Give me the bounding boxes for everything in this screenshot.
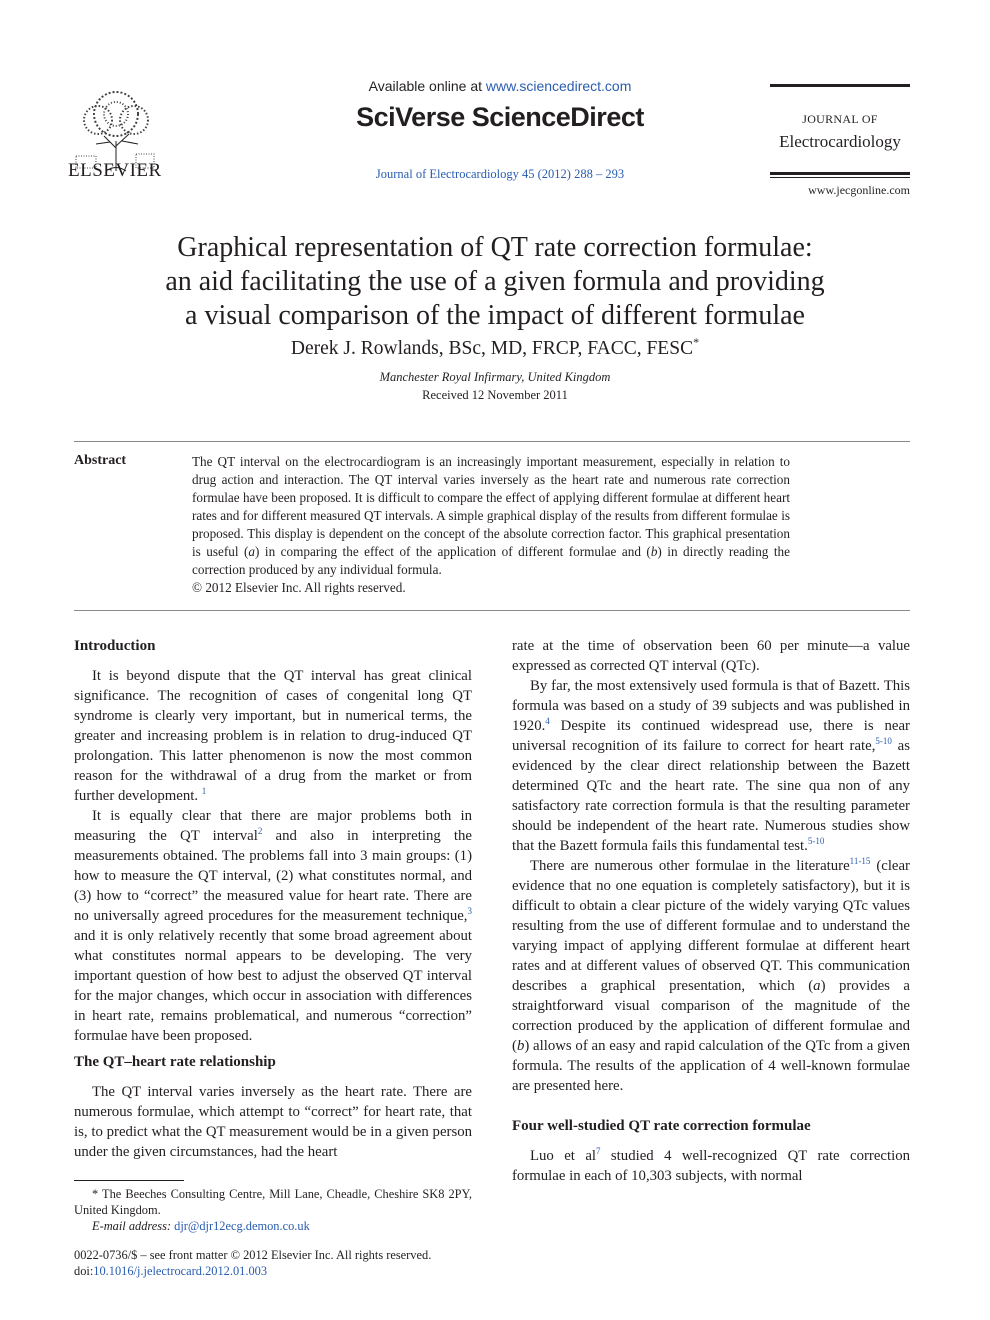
abstract-body (192, 453, 790, 597)
paragraph: rate at the time of observation been 60 per minute—a value expressed as corrected QT interval (QTc). (512, 638, 910, 674)
journal-box-rule-bottom-thin (770, 177, 910, 178)
reference-link[interactable]: 7 (596, 1146, 601, 1156)
author-footnote-mark[interactable]: * (693, 335, 700, 349)
paragraph-text: (clear evidence that no one equation is completely satisfactory), but it is difficult to obtain a clear picture of the widely varying QTc values resulting from the use of different formulae and to understand the varying impact of applying different formulae at different heart rates and at different values of observed QT. This communication describes a graphical presentation, which ( (512, 858, 910, 994)
journal-box-rule-top (770, 84, 910, 87)
abstract-text: The QT interval on the electrocardiogram is an increasingly important measurement, especially in relation to drug action and interaction. The QT interval varies inversely as the heart rate and numerous rate correction formulae have been proposed. It is difficult to compare the effect of applying different formulae at different heart rates and for different measured QT intervals. A simple graphical display of the results from different formulae is proposed. This display is dependent on the concept of the absolute correction factor. This graphical presentation is useful ( (192, 454, 790, 559)
section-heading-introduction: Introduction (74, 638, 156, 654)
section-heading-four-formulae: Four well-studied QT rate correction formulae (512, 1118, 811, 1134)
publisher-wordmark: ELSEVIER (68, 160, 162, 181)
title-line: Graphical representation of QT rate correction formulae: (177, 232, 813, 263)
affiliation: Manchester Royal Infirmary, United Kingdom (379, 370, 611, 384)
sciencedirect-link[interactable]: www.sciencedirect.com (485, 78, 632, 94)
abstract-heading: Abstract (74, 453, 127, 468)
paragraph-text: studied 4 well-recognized QT rate correction formulae in each of 10,303 subjects, with normal (512, 1148, 911, 1184)
corresponding-footnote (74, 1186, 472, 1234)
paragraph (512, 1146, 910, 1186)
reference-link[interactable]: 4 (545, 716, 550, 726)
paragraph (74, 806, 472, 1046)
footnote-rule (74, 1180, 184, 1181)
left-column (74, 636, 472, 1162)
corresponding-address: * The Beeches Consulting Centre, Mill Lane, Cheadle, Cheshire SK8 2PY, United Kingdom. (74, 1187, 472, 1217)
email-label: E-mail address: (92, 1219, 175, 1233)
journal-reference-link[interactable]: Journal of Electrocardiology 45 (2012) 288 – 293 (375, 167, 625, 181)
reference-link[interactable]: 1 (201, 786, 207, 796)
paragraph (74, 666, 472, 806)
paragraph-text: Despite its continued widespread use, there is near universal recognition of its failure to correct for heart rate, (512, 718, 910, 754)
paragraph: The QT interval varies inversely as the heart rate. There are numerous formulae, which attempt to “correct” for heart rate, that is, to predict what the QT measurement would be in a given person under the given circumstances, had the heart (74, 1084, 472, 1160)
paragraph-text: ) allows of an easy and rapid calculation of the QTc from a given formula. The results of the application of 4 well-known formulae are presented here. (512, 1038, 910, 1094)
reference-link[interactable]: 11-15 (849, 856, 871, 866)
journal-name-line2: Electrocardiology (779, 132, 901, 151)
right-column (512, 636, 910, 1186)
reference-link[interactable]: 3 (467, 906, 472, 916)
abstract-item-b: b (650, 544, 658, 559)
doi-label: doi: (74, 1264, 94, 1278)
paragraph-text: By far, the most extensively used formula is that of Bazett. This formula was based on a study of 39 subjects and was published in 1920. (512, 678, 910, 734)
platform-wordmark: SciVerse ScienceDirect (356, 102, 644, 132)
abstract-rule-bottom (74, 610, 910, 611)
paragraph-text: There are numerous other formulae in the literature (530, 858, 850, 874)
author-line (80, 335, 910, 360)
journal-name-line1: JOURNAL OF (802, 112, 878, 126)
abstract-item-a: a (248, 544, 256, 559)
article-title (80, 231, 910, 333)
paragraph-text: as evidenced by the clear direct relationship between the Bazett determined QTc and the heart rate. The sine qua non of any satisfactory rate correction formula is that the resulting parameter should be independent of the heart rate. Numerous studies show that the Bazett formula fails this fundamental test. (512, 738, 910, 854)
paragraph-text: and also in interpreting the measurements obtained. The problems fall into 3 main groups: (1) how to measure the QT interval, (2) what constitutes normal, and (3) how to “correct” the measured value for heart rate. There are no universally agreed procedures for the measurement technique, (74, 828, 472, 924)
available-online-line (300, 78, 700, 94)
abstract-text: ) in directly reading the correction produced by any individual formula. (192, 544, 790, 577)
list-letter: a (813, 978, 821, 994)
reference-link[interactable]: 5-10 (875, 736, 892, 746)
section-heading-qt-heart-rate: The QT–heart rate relationship (74, 1054, 276, 1070)
abstract-copyright: © 2012 Elsevier Inc. All rights reserved. (192, 580, 406, 595)
front-matter (74, 1247, 472, 1279)
paragraph-text: and it is only relatively recently that some broad agreement about what constitutes normal appears to be developing. The very important question of how best to adjust the observed QT interval for the major changes, which occur in association with differences in heart rate, remains problematical, and numerous “correction” formulae have been proposed. (74, 928, 472, 1044)
author-name: Derek J. Rowlands, BSc, MD, FRCP, FACC, FESC (290, 338, 694, 359)
reference-link[interactable]: 2 (257, 826, 263, 836)
abstract-rule-top (74, 441, 910, 442)
received-date: Received 12 November 2011 (422, 388, 568, 402)
title-line: a visual comparison of the impact of different formulae (185, 300, 805, 331)
reference-link[interactable]: 5-10 (807, 836, 825, 846)
paragraph-text: It is beyond dispute that the QT interval has great clinical significance. The recognition of cases of congenital long QT syndrome is clearly very important, but in numerical terms, the greater and increasing problem is in relation to drug-induced QT prolongation. This latter phenomenon is now the most common reason for the withdrawal of a drug from the market or from further development. (74, 668, 472, 804)
paragraph (512, 676, 910, 856)
journal-box-rule-bottom (770, 172, 910, 175)
paragraph-text: ) provides a straightforward visual comparison of the magnitude of the correction produced by the application of different formulae and ( (512, 978, 910, 1054)
list-letter: b (516, 1038, 525, 1054)
journal-website[interactable]: www.jecgonline.com (808, 183, 910, 197)
front-matter-line: 0022-0736/$ – see front matter © 2012 Elsevier Inc. All rights reserved. (74, 1248, 432, 1262)
available-prefix: Available online at (368, 78, 486, 94)
doi-link[interactable]: 10.1016/j.jelectrocard.2012.01.003 (93, 1264, 268, 1278)
paragraph (512, 856, 910, 1096)
email-link[interactable]: djr@djr12ecg.demon.co.uk (174, 1219, 310, 1233)
abstract-text: ) in comparing the effect of the application of different formulae and ( (255, 544, 651, 559)
paragraph-text: It is equally clear that there are major problems both in measuring the QT interval (74, 808, 472, 844)
paragraph-text: Luo et al (530, 1148, 597, 1164)
title-line: an aid facilitating the use of a given formula and providing (165, 266, 825, 297)
